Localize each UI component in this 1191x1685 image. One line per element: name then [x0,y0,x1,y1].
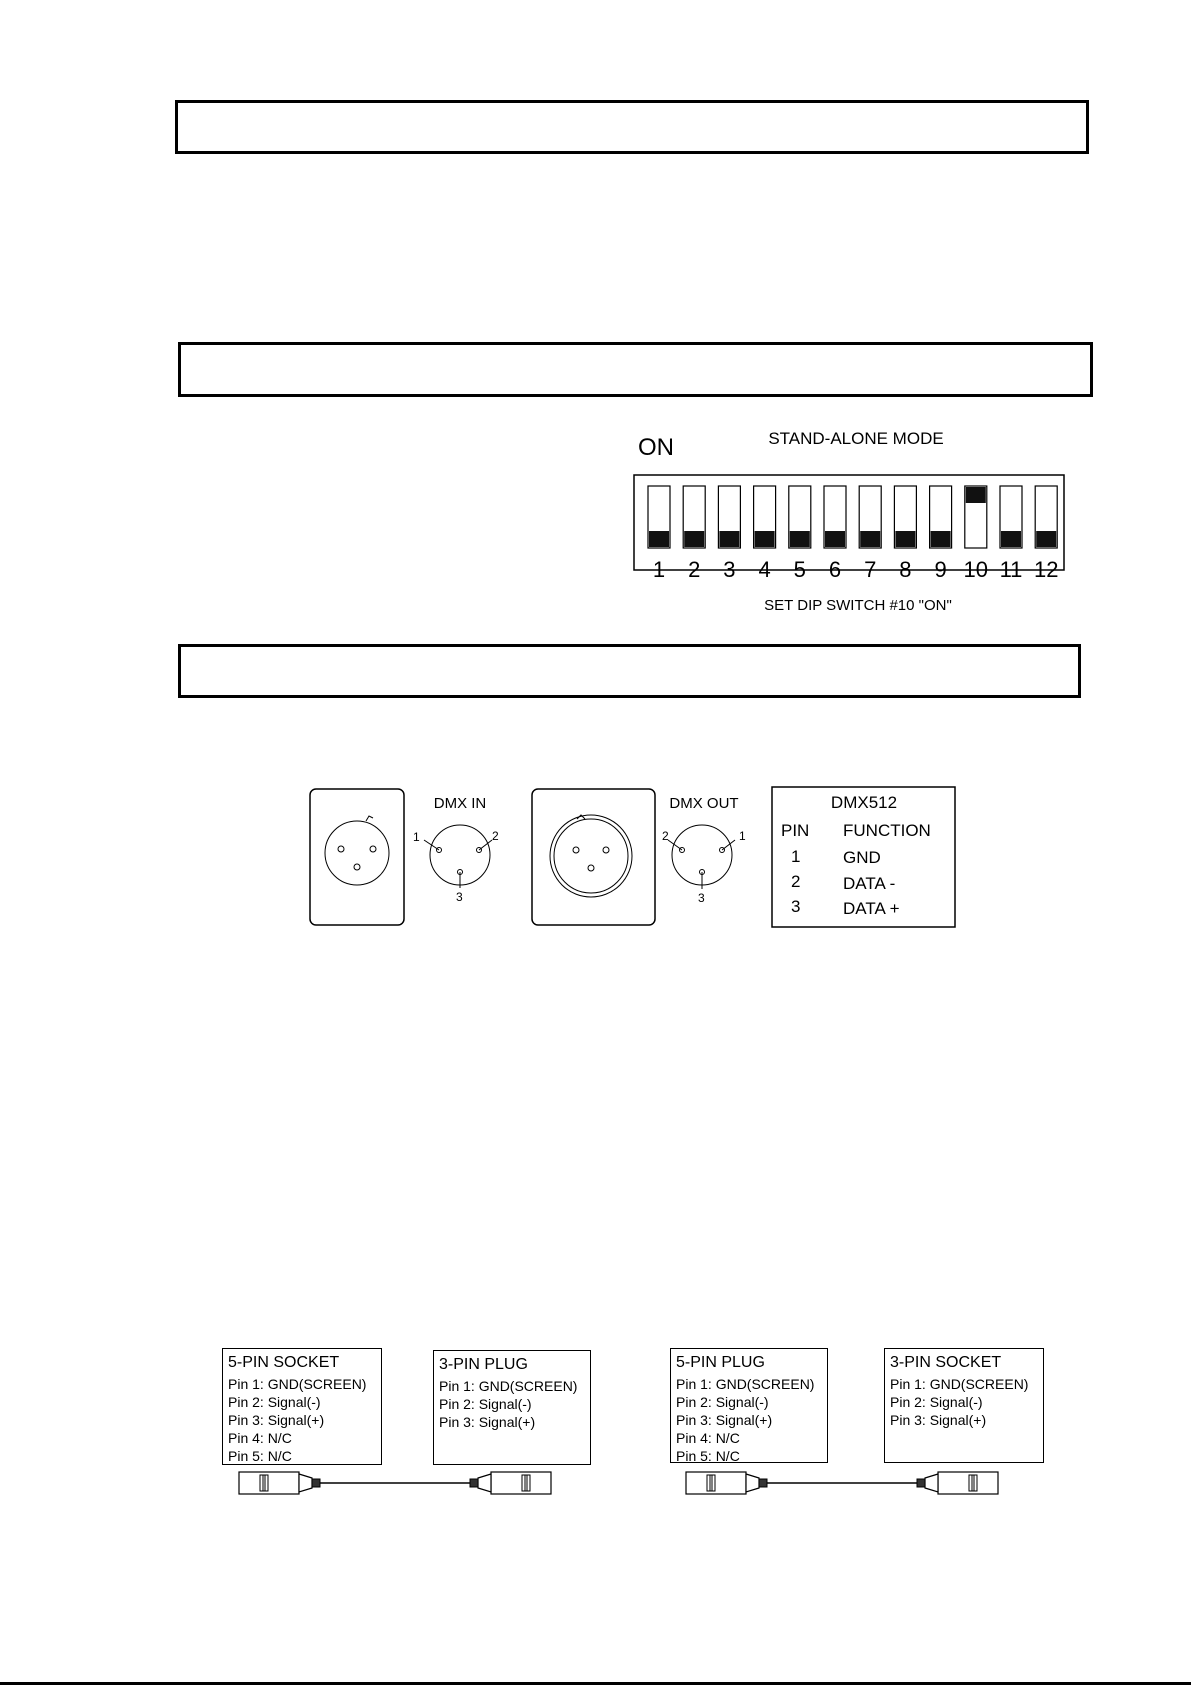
dmx-table-col-pin: PIN [781,821,810,840]
dip-switch-knob-5 [790,531,810,547]
section-header-box-3 [178,644,1081,698]
dip-switch-knob-9 [931,531,951,547]
dip-number-11: 11 [999,557,1023,582]
dip-number-12: 12 [1033,557,1059,582]
right-plug-line-3: Pin 3: Signal(+) [676,1412,773,1428]
cable-drawings [230,1465,1030,1505]
dip-switch-knob-10 [966,487,986,503]
left-plug-line-2: Pin 2: Signal(-) [439,1396,532,1412]
right-socket-title: 3-PIN SOCKET [890,1354,1002,1371]
dip-switch-knob-7 [860,531,880,547]
dip-switch-knob-8 [895,531,915,547]
dip-switch-knob-11 [1001,531,1021,547]
dmx-in-pin-diagram [424,825,492,888]
left-plug-line-3: Pin 3: Signal(+) [439,1414,536,1430]
left-plug-title: 3-PIN PLUG [439,1356,528,1373]
dip-number-6: 6 [828,557,842,582]
right-5pin-plug-box [670,1348,828,1463]
right-plug-line-1: Pin 1: GND(SCREEN) [676,1376,815,1392]
right-plug-line-5: Pin 5: N/C [676,1448,740,1464]
dmx-table-title: DMX512 [830,793,898,812]
left-socket-line-1: Pin 1: GND(SCREEN) [228,1376,367,1392]
left-socket-line-4: Pin 4: N/C [228,1430,292,1446]
right-plug-title: 5-PIN PLUG [676,1354,765,1371]
dip-on-label: ON [638,434,674,461]
dip-number-9: 9 [934,557,947,582]
section-header-box-1 [175,100,1089,154]
dmx-out-label: DMX OUT [669,795,739,812]
dip-mode-label: STAND-ALONE MODE [768,429,944,448]
left-socket-title: 5-PIN SOCKET [228,1354,340,1371]
dmx-table-function-3: DATA + [843,899,900,918]
dmx-table-function-1: GND [843,848,881,867]
right-3pin-socket-box [884,1348,1044,1463]
left-3pin-plug-box [433,1350,591,1465]
dip-switch-knob-6 [825,531,845,547]
dip-number-10: 10 [963,557,989,582]
right-socket-line-2: Pin 2: Signal(-) [890,1394,983,1410]
dmx-table-col-function: FUNCTION [843,821,931,840]
dmx-in-pin-3: 3 [456,890,463,904]
right-plug-line-4: Pin 4: N/C [676,1430,740,1446]
left-socket-line-2: Pin 2: Signal(-) [228,1394,321,1410]
right-cable [686,1472,998,1494]
dmx-out-pin-2: 2 [662,829,669,843]
dip-switch-knob-2 [684,531,704,547]
dmx-out-pin-diagram [668,825,735,889]
right-socket-line-1: Pin 1: GND(SCREEN) [890,1376,1029,1392]
dmx-in-pin-1: 1 [413,830,420,844]
dip-number-8: 8 [899,557,912,582]
dip-number-4: 4 [758,557,771,582]
left-plug-line-1: Pin 1: GND(SCREEN) [439,1378,578,1394]
left-5pin-socket-box [222,1348,382,1465]
dmx-out-pin-1: 1 [739,829,746,843]
dmx-table-pin-1: 1 [791,847,801,866]
dip-switch-knob-12 [1036,531,1056,547]
dmx-connector-figure [305,785,965,935]
dip-switch-knob-3 [719,531,739,547]
left-cable [239,1472,551,1494]
dip-caption: SET DIP SWITCH #10 "ON" [764,597,952,614]
left-socket-line-5: Pin 5: N/C [228,1448,292,1464]
dmx-table-pin-2: 2 [791,872,801,891]
dip-switch-knob-1 [649,531,669,547]
dip-number-3: 3 [723,557,736,582]
dmx-table-function-2: DATA - [843,874,896,893]
dip-number-5: 5 [793,557,806,582]
dmx-in-panel [310,789,404,925]
dip-number-2: 2 [688,557,701,582]
dmx-out-pin-3: 3 [698,891,705,905]
dip-switch-knob-4 [755,531,775,547]
dip-number-1: 1 [652,557,666,582]
left-socket-line-3: Pin 3: Signal(+) [228,1412,325,1428]
dmx-in-label: DMX IN [433,795,487,812]
section-header-box-2 [178,342,1093,397]
dmx-in-pin-2: 2 [492,829,499,843]
right-plug-line-2: Pin 2: Signal(-) [676,1394,769,1410]
dip-number-7: 7 [864,557,877,582]
dmx-table-pin-3: 3 [791,897,801,916]
dip-switch-figure [620,420,1080,620]
right-socket-line-3: Pin 3: Signal(+) [890,1412,987,1428]
